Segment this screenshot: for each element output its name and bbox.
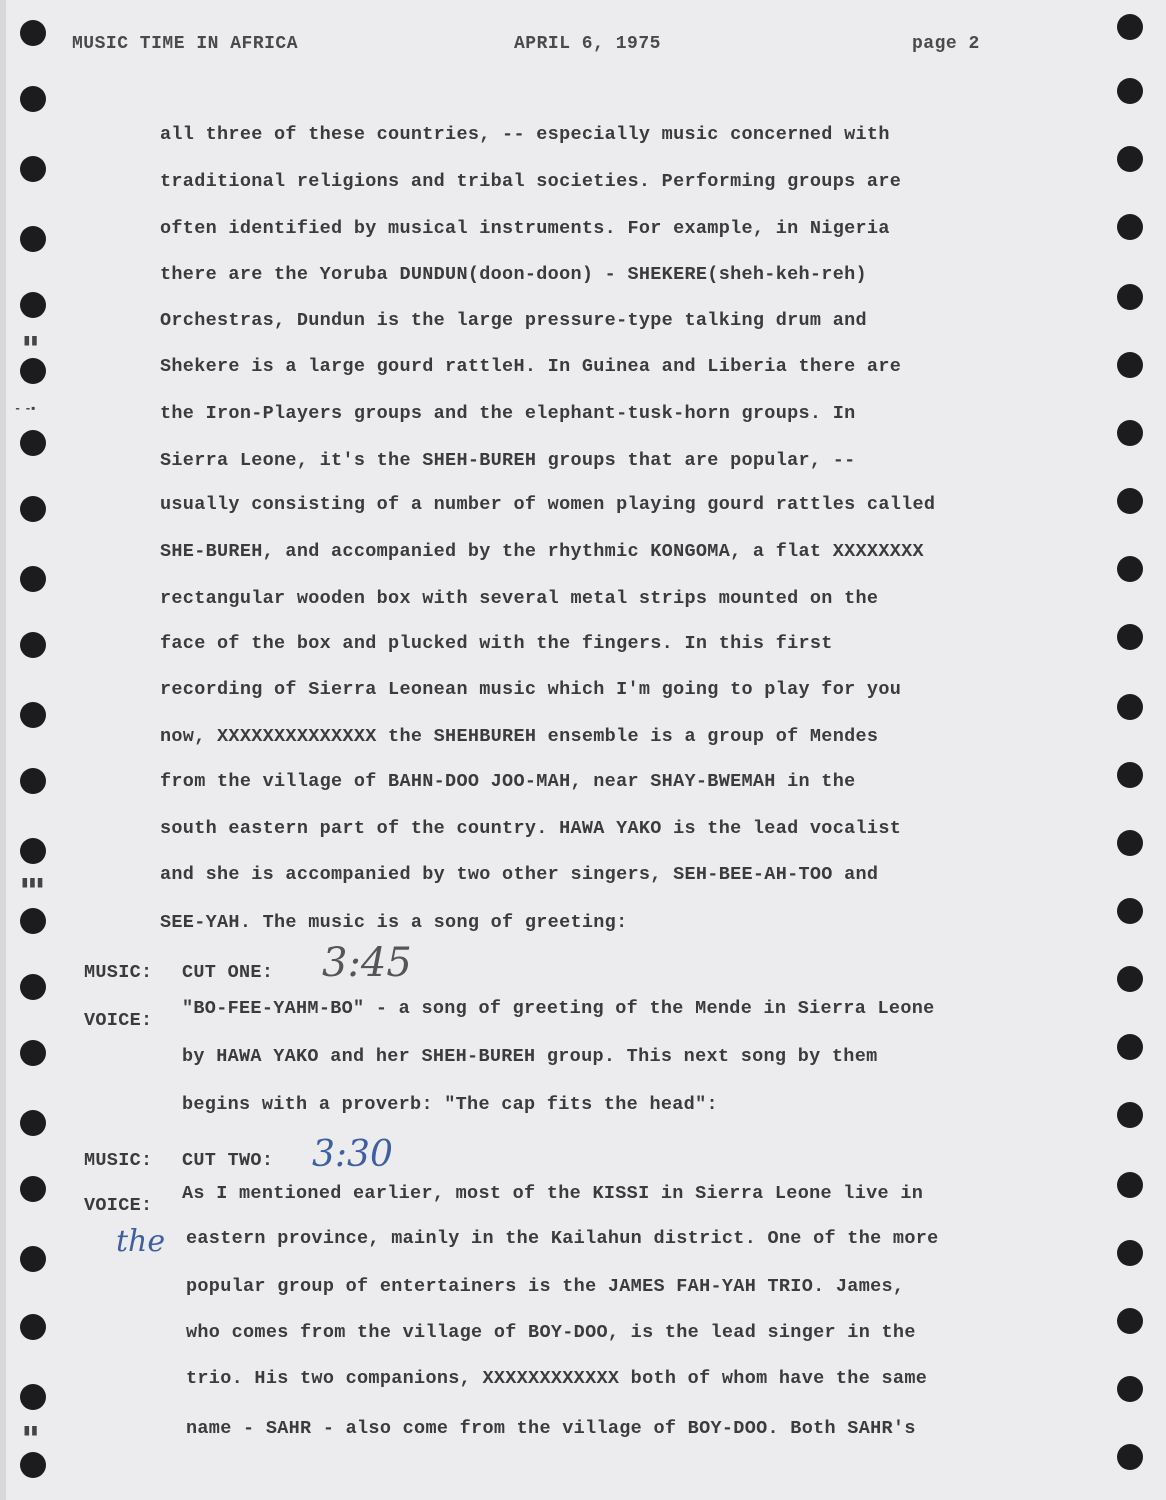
handwritten-duration: 3:30	[312, 1134, 393, 1175]
music-label: MUSIC:	[84, 962, 153, 983]
body-line: all three of these countries, -- especially music concerned with	[160, 124, 890, 145]
punch-hole-icon	[20, 358, 46, 384]
handwritten-duration: 3:45	[322, 940, 412, 986]
punch-hole-icon	[20, 430, 46, 456]
body-line: SEE-YAH. The music is a song of greeting:	[160, 912, 628, 933]
perforation-mark-icon: ▮▮	[22, 1422, 38, 1440]
punch-hole-icon	[20, 156, 46, 182]
body-line: trio. His two companions, XXXXXXXXXXXX both of whom have the same	[186, 1368, 928, 1389]
voice-label: VOICE:	[84, 1195, 153, 1216]
body-line: eastern province, mainly in the Kailahun district. One of the more	[186, 1228, 939, 1249]
body-line: often identified by musical instruments. For example, in Nigeria	[160, 218, 890, 239]
body-line: rectangular wooden box with several metal strips mounted on the	[160, 588, 879, 609]
punch-hole-icon	[1117, 488, 1143, 514]
punch-hole-icon	[1117, 1308, 1143, 1334]
broadcast-date: APRIL 6, 1975	[514, 34, 661, 54]
punch-hole-icon	[1117, 898, 1143, 924]
music-cut: CUT ONE:	[182, 962, 274, 983]
program-title: MUSIC TIME IN AFRICA	[72, 34, 299, 54]
body-line: from the village of BAHN-DOO JOO-MAH, near SHAY-BWEMAH in the	[160, 771, 856, 792]
punch-hole-icon	[20, 1314, 46, 1340]
punch-hole-icon	[20, 1040, 46, 1066]
music-cut: CUT TWO:	[182, 1150, 274, 1171]
body-line: Orchestras, Dundun is the large pressure-type talking drum and	[160, 310, 867, 331]
punch-hole-icon	[20, 1176, 46, 1202]
punch-hole-icon	[1117, 1034, 1143, 1060]
punch-hole-icon	[20, 86, 46, 112]
punch-hole-icon	[20, 632, 46, 658]
body-line: the Iron-Players groups and the elephant-tusk-horn groups. In	[160, 403, 856, 424]
body-line: usually consisting of a number of women playing gourd rattles called	[160, 494, 936, 515]
page-number: page 2	[912, 34, 980, 54]
body-line: begins with a proverb: "The cap fits the head":	[182, 1094, 718, 1115]
punch-hole-icon	[20, 702, 46, 728]
punch-hole-icon	[20, 1246, 46, 1272]
punch-hole-icon	[1117, 966, 1143, 992]
body-line: recording of Sierra Leonean music which I'm going to play for you	[160, 679, 902, 700]
punch-hole-icon	[1117, 762, 1143, 788]
punch-hole-icon	[20, 974, 46, 1000]
punch-hole-icon	[1117, 284, 1143, 310]
punch-hole-icon	[20, 496, 46, 522]
punch-hole-icon	[20, 1452, 46, 1478]
voice-label: VOICE:	[84, 1010, 153, 1031]
punch-hole-icon	[20, 908, 46, 934]
page-edge	[0, 0, 6, 1500]
punch-hole-icon	[1117, 352, 1143, 378]
punch-hole-icon	[1117, 1172, 1143, 1198]
body-line: who comes from the village of BOY-DOO, is the lead singer in the	[186, 1322, 916, 1343]
body-line: popular group of entertainers is the JAMES FAH-YAH TRIO. James,	[186, 1276, 905, 1297]
body-line: Shekere is a large gourd rattleH. In Guinea and Liberia there are	[160, 356, 902, 377]
punch-hole-icon	[1117, 146, 1143, 172]
punch-hole-icon	[20, 566, 46, 592]
body-line: there are the Yoruba DUNDUN(doon-doon) - SHEKERE(sheh-keh-reh)	[160, 264, 867, 285]
punch-hole-icon	[1117, 78, 1143, 104]
perforation-mark-icon: ▮▮▮	[20, 874, 43, 892]
punch-hole-icon	[20, 838, 46, 864]
body-line: traditional religions and tribal societies. Performing groups are	[160, 171, 902, 192]
punch-hole-icon	[20, 768, 46, 794]
punch-hole-icon	[1117, 420, 1143, 446]
body-line: now, XXXXXXXXXXXXXX the SHEHBUREH ensemble is a group of Mendes	[160, 726, 879, 747]
body-line: As I mentioned earlier, most of the KISSI in Sierra Leone live in	[182, 1183, 924, 1204]
body-line: SHE-BUREH, and accompanied by the rhythmic KONGOMA, a flat XXXXXXXX	[160, 541, 924, 562]
punch-hole-icon	[20, 1110, 46, 1136]
punch-hole-icon	[20, 1384, 46, 1410]
punch-hole-icon	[1117, 1376, 1143, 1402]
body-line: south eastern part of the country. HAWA YAKO is the lead vocalist	[160, 818, 902, 839]
body-line: by HAWA YAKO and her SHEH-BUREH group. This next song by them	[182, 1046, 878, 1067]
body-line: face of the box and plucked with the fingers. In this first	[160, 633, 833, 654]
punch-hole-icon	[20, 292, 46, 318]
handwritten-insert: the	[116, 1224, 166, 1259]
punch-hole-icon	[1117, 624, 1143, 650]
punch-hole-icon	[1117, 556, 1143, 582]
punch-hole-icon	[1117, 694, 1143, 720]
punch-hole-icon	[1117, 1240, 1143, 1266]
punch-hole-icon	[1117, 1444, 1143, 1470]
punch-hole-icon	[1117, 1102, 1143, 1128]
punch-hole-icon	[1117, 214, 1143, 240]
body-line: name - SAHR - also come from the village of BOY-DOO. Both SAHR's	[186, 1418, 916, 1439]
body-line: "BO-FEE-YAHM-BO" - a song of greeting of the Mende in Sierra Leone	[182, 998, 935, 1019]
perforation-mark-icon: - -▪	[14, 402, 35, 416]
body-line: Sierra Leone, it's the SHEH-BUREH groups that are popular, --	[160, 450, 856, 471]
perforation-mark-icon: ▮▮	[22, 332, 38, 350]
music-label: MUSIC:	[84, 1150, 153, 1171]
punch-hole-icon	[20, 20, 46, 46]
body-line: and she is accompanied by two other singers, SEH-BEE-AH-TOO and	[160, 864, 879, 885]
punch-hole-icon	[1117, 830, 1143, 856]
punch-hole-icon	[1117, 14, 1143, 40]
punch-hole-icon	[20, 226, 46, 252]
